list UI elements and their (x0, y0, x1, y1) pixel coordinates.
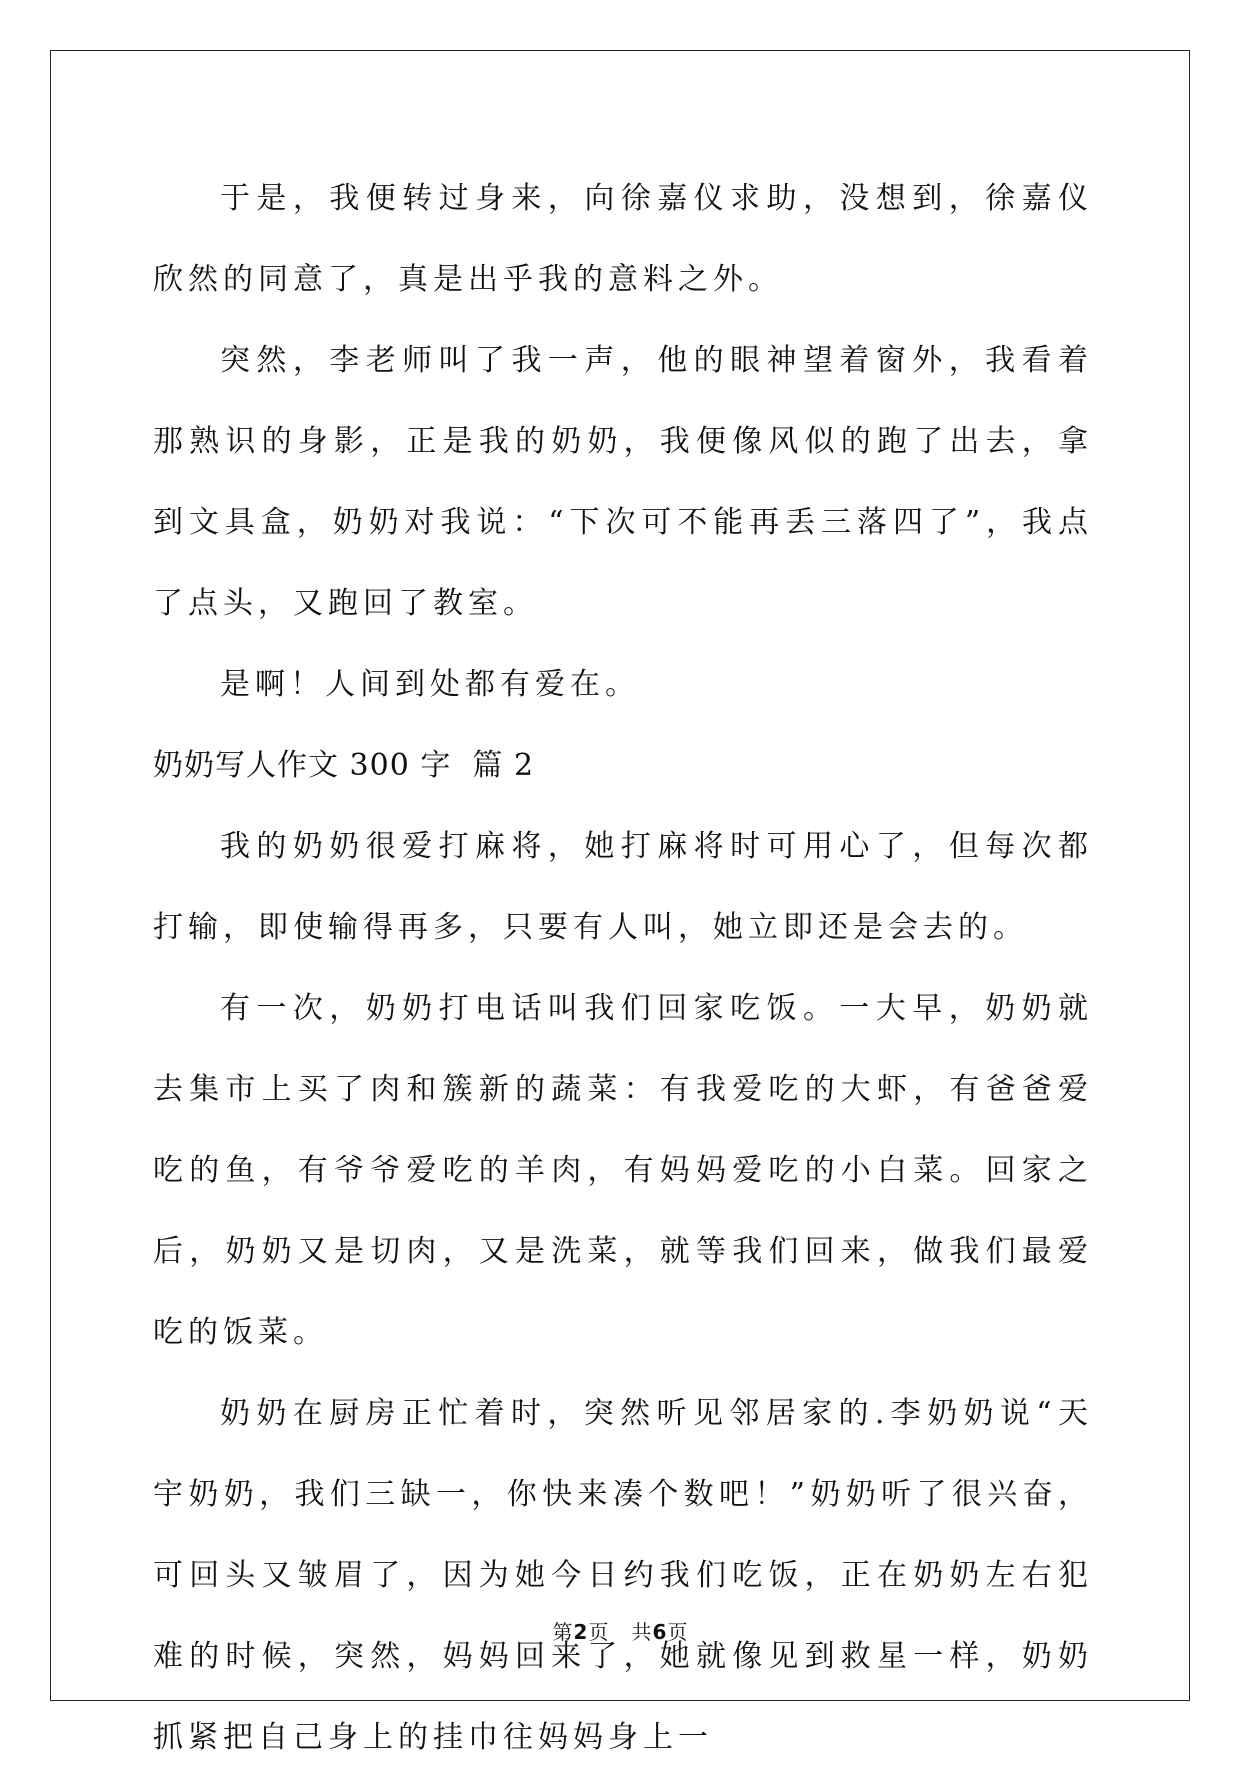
paragraph: 突然，李老师叫了我一声，他的眼神望着窗外，我看着那熟识的身影，正是我的奶奶，我便像风似的跑了出去，拿到文具盒，奶奶对我说：“下次可不能再丢三落四了”，我点了点头，又跑回了教室。 (153, 343, 1093, 621)
paragraph: 奶奶在厨房正忙着时，突然听见邻居家的.李奶奶说“天宇奶奶，我们三缺一，你快来凑个数吧！”奶奶听了很兴奋，可回头又皱眉了，因为她今日约我们吃饭，正在奶奶左右犯难的时候，突然，妈妈回来了，她就像见到救星一样，奶奶抓紧把自己身上的挂巾往妈妈身上一 (153, 1396, 1093, 1755)
page-footer (0, 1618, 1241, 1646)
page-suffix: 页 (588, 1620, 610, 1644)
total-suffix: 页 (667, 1620, 689, 1644)
total-prefix: 共 (631, 1620, 653, 1644)
paragraph: 有一次，奶奶打电话叫我们回家吃饭。一大早，奶奶就去集市上买了肉和簇新的蔬菜：有我爱吃的大虾，有爸爸爱吃的鱼，有爷爷爱吃的羊肉，有妈妈爱吃的小白菜。回家之后，奶奶又是切肉，又是洗菜，就等我们回来，做我们最爱吃的饭菜。 (153, 991, 1093, 1350)
total-pages-number: 6 (652, 1620, 668, 1644)
document-body (153, 158, 1093, 1778)
section-heading: 奶奶写人作文 300 字 篇 2 (153, 748, 535, 783)
paragraph: 于是，我便转过身来，向徐嘉仪求助，没想到，徐嘉仪欣然的同意了，真是出乎我的意料之外。 (153, 181, 1093, 297)
page-prefix: 第 (552, 1620, 574, 1644)
current-page-number: 2 (573, 1620, 589, 1644)
paragraph: 是啊！人间到处都有爱在。 (220, 667, 640, 702)
paragraph: 我的奶奶很爱打麻将，她打麻将时可用心了，但每次都打输，即使输得再多，只要有人叫，她立即还是会去的。 (153, 829, 1093, 945)
